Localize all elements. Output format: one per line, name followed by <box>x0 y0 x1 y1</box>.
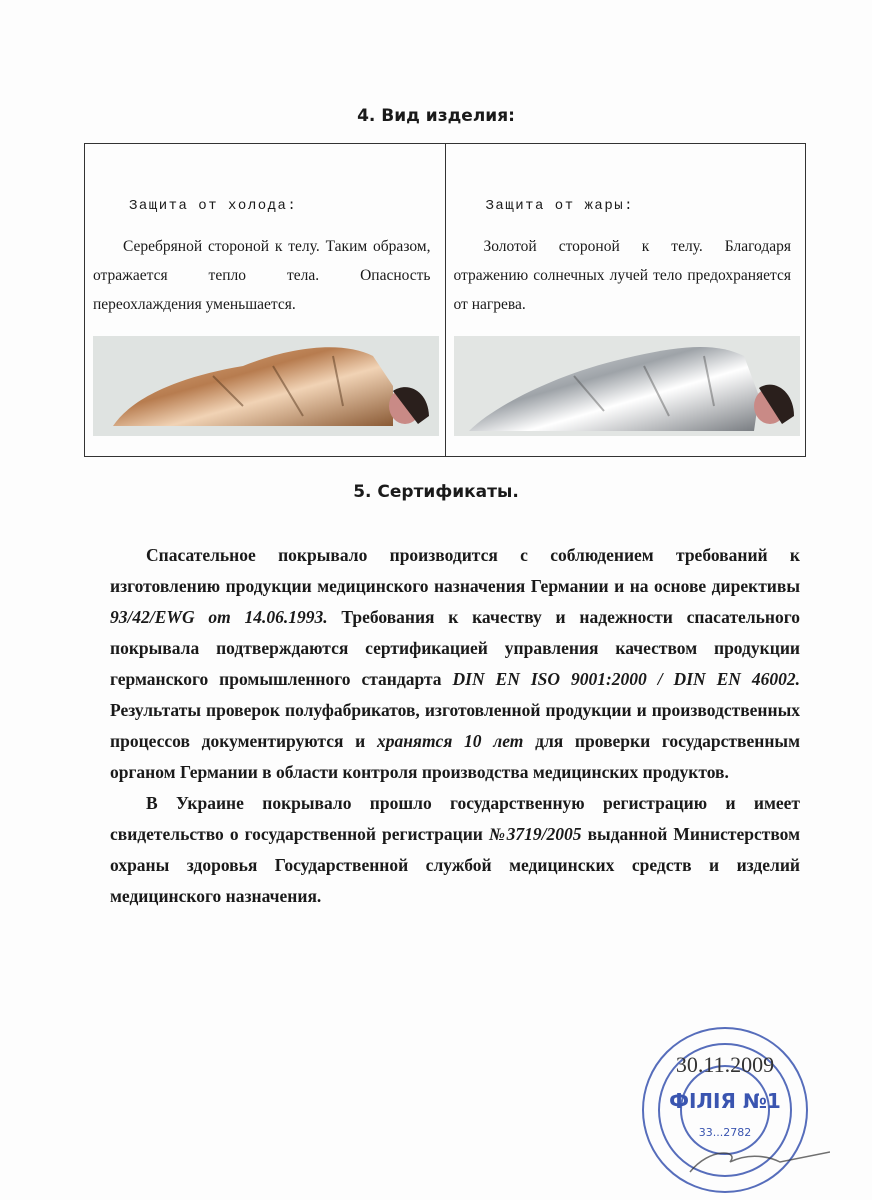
paragraph-text: В Украине покрывало прошло государственную регистрацию и имеет свидетельство о государственной регистрации <box>110 793 800 844</box>
stamp-center-text: ФІЛІЯ №1 <box>669 1089 781 1113</box>
cold-protection-cell <box>85 144 445 456</box>
heat-protection-cell <box>445 144 806 456</box>
emphasized-text: хранятся 10 лет <box>376 731 524 751</box>
paragraph-text: для проверки государственным органом Германии в области контроля производства медицинских продуктов. <box>110 731 800 782</box>
paragraph-text: выданной Министерством охраны здоровья Государственной службой медицинских средств и изделий медицинского назначения. <box>110 824 800 906</box>
product-view-table <box>84 143 806 457</box>
paragraph-text: Результаты проверок полуфабрикатов, изготовленной продукции и производственных процессов документируются и <box>110 700 800 751</box>
certificates-paragraph-2 <box>110 788 800 912</box>
stamp-code-text: 33...2782 <box>698 1126 752 1139</box>
signature <box>690 1152 830 1172</box>
emphasized-text: 93/42/EWG от 14.06.1993. <box>110 607 328 627</box>
silver-blanket-photo <box>454 336 800 436</box>
section-5-title: 5. Сертификаты. <box>353 482 519 502</box>
heat-protection-text: Золотой стороной к телу. Благодаря отражению солнечных лучей тело предохраняется от нагрева. <box>453 238 791 313</box>
official-stamp <box>630 1022 830 1200</box>
section-4-title: 4. Вид изделия: <box>357 106 515 126</box>
cold-protection-text: Серебряной стороной к телу. Таким образом, отражается тепло тела. Опасность переохлаждения уменьшается. <box>93 238 431 313</box>
emphasized-text: №3719/2005 <box>488 824 582 844</box>
cold-protection-title: Защита от холода: <box>129 198 298 214</box>
heat-protection-title: Защита от жары: <box>485 198 635 214</box>
paragraph-text: Спасательное покрывало производится с соблюдением требований к изготовлению продукции медицинского назначения Германии и на основе директивы <box>110 545 800 596</box>
gold-blanket-photo <box>93 336 439 436</box>
certificates-text <box>110 540 800 912</box>
stamp-date: 30.11.2009 <box>675 1052 775 1077</box>
certificates-paragraph-1 <box>110 540 800 788</box>
emphasized-text: DIN EN ISO 9001:2000 / DIN EN 46002. <box>452 669 800 689</box>
paragraph-text: Требования к качеству и надежности спасательного покрывала подтверждаются сертификацией управления качеством продукции германского промышленного стандарта <box>110 607 800 689</box>
